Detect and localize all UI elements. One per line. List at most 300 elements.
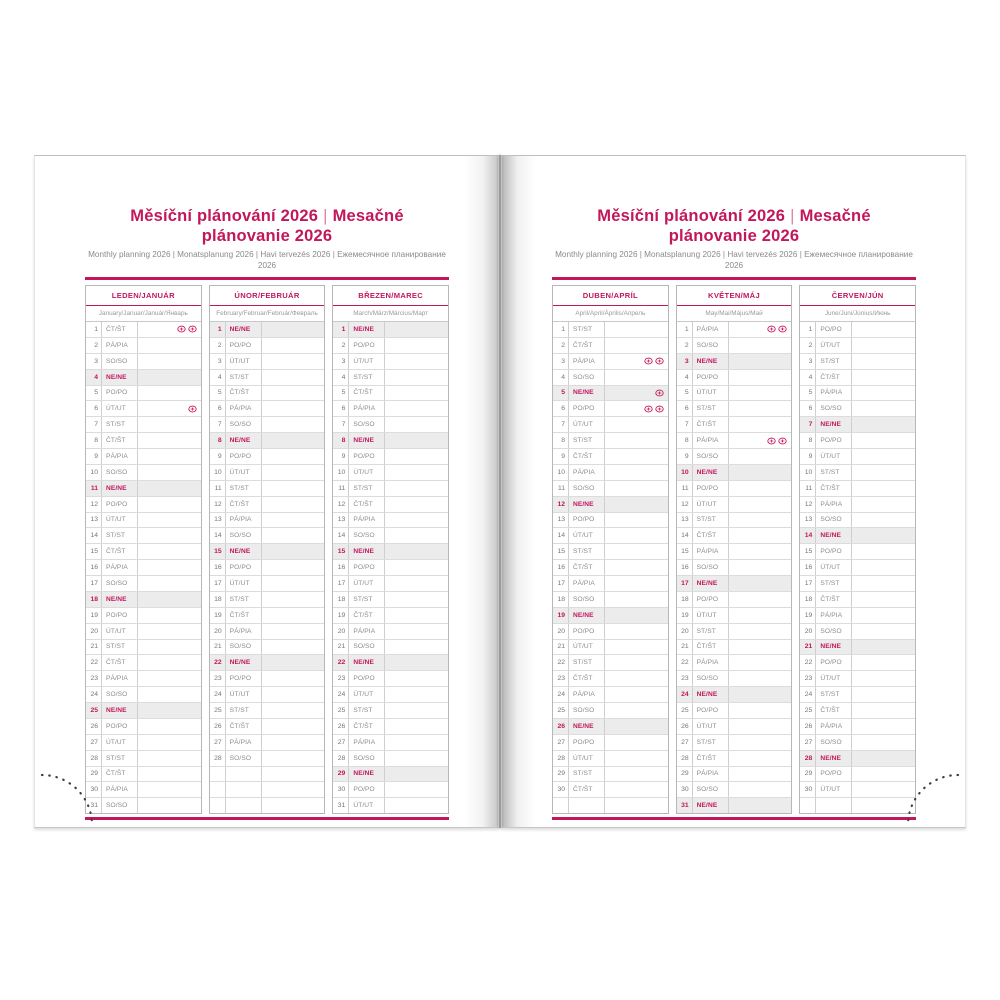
day-notes	[729, 560, 792, 575]
day-notes	[262, 370, 325, 385]
day-number: 3	[210, 354, 226, 369]
day-row	[677, 513, 792, 529]
month-subtitle: January/Januar/Január/Январь	[86, 306, 201, 322]
day-number: 8	[86, 433, 102, 448]
day-notes	[852, 386, 915, 401]
day-number: 17	[333, 576, 349, 591]
day-notes	[262, 338, 325, 353]
day-notes	[852, 687, 915, 702]
day-name: ÚT/UT	[693, 386, 729, 401]
planner-spread	[34, 155, 966, 828]
day-name: PÁ/PIA	[816, 608, 852, 623]
day-row	[86, 624, 201, 640]
day-row	[210, 798, 325, 813]
day-notes	[605, 417, 668, 432]
day-number: 3	[677, 354, 693, 369]
holiday-icon	[778, 437, 787, 445]
day-row	[553, 497, 668, 513]
day-row	[677, 322, 792, 338]
day-number: 9	[677, 449, 693, 464]
day-row	[210, 354, 325, 370]
day-row	[553, 687, 668, 703]
day-row	[210, 782, 325, 798]
month-subtitle: June/Juni/Június/Июнь	[800, 306, 915, 322]
day-notes	[852, 592, 915, 607]
day-row	[86, 592, 201, 608]
day-number: 19	[333, 608, 349, 623]
months-container	[552, 285, 916, 814]
day-row	[800, 401, 915, 417]
day-number: 26	[553, 719, 569, 734]
day-number: 28	[800, 751, 816, 766]
day-row	[333, 401, 448, 417]
day-number: 18	[800, 592, 816, 607]
day-number: 12	[553, 497, 569, 512]
day-name: PÁ/PIA	[693, 433, 729, 448]
day-number: 14	[86, 528, 102, 543]
day-notes	[605, 687, 668, 702]
day-row	[553, 465, 668, 481]
day-notes	[852, 544, 915, 559]
day-row	[677, 608, 792, 624]
day-number: 21	[333, 640, 349, 655]
day-notes	[605, 465, 668, 480]
day-notes	[605, 592, 668, 607]
day-name: PO/PO	[693, 592, 729, 607]
day-number: 4	[86, 370, 102, 385]
day-notes	[729, 338, 792, 353]
page-title-sk: Mesačné plánovanie 2026	[201, 207, 404, 245]
day-name: SO/SO	[102, 798, 138, 813]
day-row	[333, 798, 448, 813]
page-header	[552, 206, 916, 280]
day-notes	[262, 624, 325, 639]
day-row	[553, 401, 668, 417]
day-notes	[852, 465, 915, 480]
day-name: ÚT/UT	[102, 401, 138, 416]
day-row	[553, 544, 668, 560]
day-name: SO/SO	[349, 417, 385, 432]
day-number: 27	[800, 735, 816, 750]
day-name: ÚT/UT	[569, 417, 605, 432]
day-name: ST/ST	[226, 481, 262, 496]
day-name: PÁ/PIA	[226, 735, 262, 750]
day-notes	[852, 576, 915, 591]
gutter-shadow	[502, 156, 536, 827]
day-row	[800, 544, 915, 560]
day-name: PO/PO	[226, 338, 262, 353]
day-number: 18	[210, 592, 226, 607]
day-name: PÁ/PIA	[569, 465, 605, 480]
day-row	[210, 544, 325, 560]
day-name: PÁ/PIA	[226, 513, 262, 528]
holiday-icon	[644, 405, 653, 413]
day-notes	[729, 703, 792, 718]
month-subtitle: March/März/Március/Март	[333, 306, 448, 322]
day-number: 13	[86, 513, 102, 528]
day-name: ČT/ŠT	[816, 481, 852, 496]
day-notes	[729, 401, 792, 416]
month-subtitle: February/Februar/Február/Февраль	[210, 306, 325, 322]
day-name: ČT/ŠT	[693, 417, 729, 432]
day-row	[210, 370, 325, 386]
day-name: PÁ/PIA	[569, 576, 605, 591]
day-notes	[605, 798, 668, 813]
day-row	[210, 386, 325, 402]
day-name: PÁ/PIA	[693, 655, 729, 670]
day-notes	[385, 608, 448, 623]
day-row	[210, 560, 325, 576]
day-number: 3	[553, 354, 569, 369]
day-number	[210, 782, 226, 797]
day-notes	[138, 449, 201, 464]
day-row	[86, 719, 201, 735]
day-notes	[385, 576, 448, 591]
day-name: ÚT/UT	[816, 449, 852, 464]
day-number: 5	[553, 386, 569, 401]
day-row	[800, 513, 915, 529]
day-name: SO/SO	[226, 640, 262, 655]
day-row	[677, 782, 792, 798]
day-name: ÚT/UT	[816, 782, 852, 797]
month-table	[209, 285, 326, 814]
day-row	[86, 401, 201, 417]
day-row	[210, 513, 325, 529]
day-notes	[262, 687, 325, 702]
day-notes	[385, 497, 448, 512]
day-notes	[262, 560, 325, 575]
month-grid	[333, 322, 448, 813]
day-notes	[385, 560, 448, 575]
day-row	[210, 655, 325, 671]
day-name: PÁ/PIA	[349, 513, 385, 528]
day-row	[86, 386, 201, 402]
page-subtitle: Monthly planning 2026 | Monatsplanung 2026 | Havi tervezés 2026 | Ежемесячное планирование 2026	[88, 250, 446, 270]
day-name: PO/PO	[102, 719, 138, 734]
day-notes	[729, 655, 792, 670]
day-row	[210, 449, 325, 465]
day-row	[553, 671, 668, 687]
day-name: PO/PO	[226, 671, 262, 686]
day-name: ČT/ŠT	[569, 782, 605, 797]
day-notes	[729, 528, 792, 543]
day-name: ČT/ŠT	[102, 767, 138, 782]
day-name: PÁ/PIA	[816, 497, 852, 512]
day-name: ČT/ŠT	[816, 370, 852, 385]
day-notes	[729, 322, 792, 337]
day-number: 27	[86, 735, 102, 750]
day-row	[677, 449, 792, 465]
page-header	[85, 206, 449, 280]
day-number: 2	[677, 338, 693, 353]
day-row	[86, 322, 201, 338]
day-name: ÚT/UT	[693, 497, 729, 512]
day-name: PO/PO	[693, 703, 729, 718]
day-name: ST/ST	[349, 370, 385, 385]
day-name: NE/NE	[226, 544, 262, 559]
day-name: SO/SO	[349, 640, 385, 655]
day-name: ÚT/UT	[816, 671, 852, 686]
day-number: 21	[86, 640, 102, 655]
day-row	[553, 449, 668, 465]
day-name: PÁ/PIA	[816, 386, 852, 401]
day-name: SO/SO	[569, 592, 605, 607]
day-notes	[729, 592, 792, 607]
day-notes	[605, 433, 668, 448]
day-row	[86, 671, 201, 687]
day-name: ČT/ŠT	[816, 592, 852, 607]
day-row	[333, 703, 448, 719]
day-number: 12	[86, 497, 102, 512]
day-number: 29	[553, 767, 569, 782]
day-name: ST/ST	[102, 417, 138, 432]
day-notes	[262, 449, 325, 464]
day-row	[800, 703, 915, 719]
day-number: 22	[210, 655, 226, 670]
day-notes	[852, 354, 915, 369]
day-number: 15	[677, 544, 693, 559]
day-name: PÁ/PIA	[349, 735, 385, 750]
day-name: ČT/ŠT	[569, 449, 605, 464]
day-notes	[605, 640, 668, 655]
day-number: 9	[210, 449, 226, 464]
day-name: SO/SO	[102, 687, 138, 702]
day-row	[333, 671, 448, 687]
day-notes	[852, 449, 915, 464]
day-notes	[852, 497, 915, 512]
day-name: ČT/ŠT	[349, 608, 385, 623]
day-number: 19	[553, 608, 569, 623]
day-number: 28	[333, 751, 349, 766]
day-notes	[138, 497, 201, 512]
day-name: PO/PO	[349, 449, 385, 464]
day-number: 18	[553, 592, 569, 607]
day-notes	[138, 528, 201, 543]
day-name: SO/SO	[349, 528, 385, 543]
day-number: 23	[677, 671, 693, 686]
day-number: 9	[553, 449, 569, 464]
day-number: 21	[800, 640, 816, 655]
day-number: 13	[677, 513, 693, 528]
day-name: ČT/ŠT	[226, 386, 262, 401]
day-row	[800, 560, 915, 576]
day-name: SO/SO	[102, 354, 138, 369]
day-name: ST/ST	[816, 354, 852, 369]
day-notes	[605, 386, 668, 401]
day-name: NE/NE	[816, 751, 852, 766]
day-name: NE/NE	[349, 544, 385, 559]
day-name: SO/SO	[693, 449, 729, 464]
day-notes	[729, 449, 792, 464]
day-name: SO/SO	[569, 703, 605, 718]
day-number: 3	[333, 354, 349, 369]
day-notes	[138, 417, 201, 432]
day-number: 30	[86, 782, 102, 797]
month-title: ÚNOR/FEBRUÁR	[210, 286, 325, 306]
day-number: 10	[210, 465, 226, 480]
day-name: ST/ST	[569, 544, 605, 559]
day-notes	[138, 433, 201, 448]
day-notes	[262, 782, 325, 797]
day-number: 28	[210, 751, 226, 766]
day-row	[333, 465, 448, 481]
day-name: PÁ/PIA	[816, 719, 852, 734]
day-notes	[605, 497, 668, 512]
day-row	[210, 671, 325, 687]
day-notes	[729, 624, 792, 639]
day-notes	[138, 560, 201, 575]
day-number: 25	[333, 703, 349, 718]
day-row	[677, 354, 792, 370]
day-row	[677, 735, 792, 751]
day-number: 20	[553, 624, 569, 639]
day-name: SO/SO	[226, 417, 262, 432]
day-number: 24	[86, 687, 102, 702]
day-name: PO/PO	[816, 655, 852, 670]
day-notes	[729, 687, 792, 702]
day-name: NE/NE	[569, 497, 605, 512]
day-number: 13	[333, 513, 349, 528]
day-notes	[605, 449, 668, 464]
day-name: SO/SO	[693, 560, 729, 575]
day-number: 10	[553, 465, 569, 480]
day-notes	[262, 354, 325, 369]
day-name: PÁ/PIA	[102, 560, 138, 575]
day-notes	[852, 513, 915, 528]
day-row	[800, 338, 915, 354]
day-row	[553, 528, 668, 544]
day-name: PO/PO	[349, 782, 385, 797]
day-number: 25	[86, 703, 102, 718]
day-name: ST/ST	[569, 433, 605, 448]
day-number: 24	[553, 687, 569, 702]
month-grid	[677, 322, 792, 813]
day-row	[210, 417, 325, 433]
day-number: 22	[553, 655, 569, 670]
day-number: 24	[677, 687, 693, 702]
day-row	[677, 719, 792, 735]
day-notes	[852, 608, 915, 623]
day-row	[553, 433, 668, 449]
gutter-shadow	[464, 156, 498, 827]
day-row	[333, 687, 448, 703]
day-number: 24	[210, 687, 226, 702]
day-row	[553, 655, 668, 671]
day-name: NE/NE	[102, 481, 138, 496]
day-notes	[605, 544, 668, 559]
day-name: ST/ST	[349, 703, 385, 718]
day-notes	[605, 513, 668, 528]
day-row	[677, 576, 792, 592]
day-name: ÚT/UT	[816, 560, 852, 575]
day-notes	[852, 624, 915, 639]
day-number: 11	[210, 481, 226, 496]
day-name: ST/ST	[816, 465, 852, 480]
day-row	[677, 767, 792, 783]
book-spine	[499, 155, 501, 828]
day-row	[86, 497, 201, 513]
day-row	[800, 354, 915, 370]
day-name: ČT/ŠT	[226, 608, 262, 623]
day-name: ÚT/UT	[693, 608, 729, 623]
day-name: PÁ/PIA	[693, 322, 729, 337]
day-notes	[385, 401, 448, 416]
day-notes	[262, 655, 325, 670]
day-name	[569, 798, 605, 813]
day-name: ÚT/UT	[569, 751, 605, 766]
day-notes	[262, 719, 325, 734]
day-name: PO/PO	[226, 449, 262, 464]
day-notes	[852, 370, 915, 385]
day-number: 2	[800, 338, 816, 353]
page-right	[501, 155, 966, 828]
day-notes	[138, 782, 201, 797]
day-number: 8	[677, 433, 693, 448]
day-number: 10	[800, 465, 816, 480]
day-number: 6	[333, 401, 349, 416]
day-row	[333, 576, 448, 592]
day-row	[553, 481, 668, 497]
month-title: LEDEN/JANUÁR	[86, 286, 201, 306]
day-name: ČT/ŠT	[349, 386, 385, 401]
day-number: 24	[800, 687, 816, 702]
holiday-icon	[188, 325, 197, 333]
day-name: PO/PO	[349, 338, 385, 353]
day-row	[210, 338, 325, 354]
day-name: NE/NE	[349, 433, 385, 448]
day-number: 9	[800, 449, 816, 464]
day-number: 30	[553, 782, 569, 797]
day-row	[210, 767, 325, 783]
day-notes	[262, 481, 325, 496]
day-number: 15	[86, 544, 102, 559]
page-title-cz: Měsíční plánování 2026	[597, 207, 786, 225]
day-name: ČT/ŠT	[102, 544, 138, 559]
day-row	[86, 751, 201, 767]
day-notes	[138, 322, 201, 337]
day-name: PO/PO	[569, 624, 605, 639]
day-number: 16	[210, 560, 226, 575]
day-number: 29	[333, 767, 349, 782]
day-number: 15	[553, 544, 569, 559]
day-number: 11	[677, 481, 693, 496]
day-number: 17	[210, 576, 226, 591]
day-row	[333, 735, 448, 751]
day-row	[677, 497, 792, 513]
day-row	[333, 624, 448, 640]
day-name: ÚT/UT	[349, 354, 385, 369]
day-notes	[138, 655, 201, 670]
day-name: NE/NE	[102, 370, 138, 385]
day-row	[86, 338, 201, 354]
day-row	[800, 497, 915, 513]
day-notes	[729, 798, 792, 813]
page-left	[34, 155, 499, 828]
day-row	[677, 592, 792, 608]
month-subtitle: May/Mai/Május/Май	[677, 306, 792, 322]
day-number: 30	[800, 782, 816, 797]
day-name: ÚT/UT	[349, 576, 385, 591]
day-number: 25	[677, 703, 693, 718]
day-number: 12	[333, 497, 349, 512]
day-number: 11	[86, 481, 102, 496]
day-notes	[138, 401, 201, 416]
day-notes	[729, 433, 792, 448]
bottom-rule	[85, 817, 449, 820]
month-table	[552, 285, 669, 814]
day-number: 10	[86, 465, 102, 480]
day-number: 17	[677, 576, 693, 591]
